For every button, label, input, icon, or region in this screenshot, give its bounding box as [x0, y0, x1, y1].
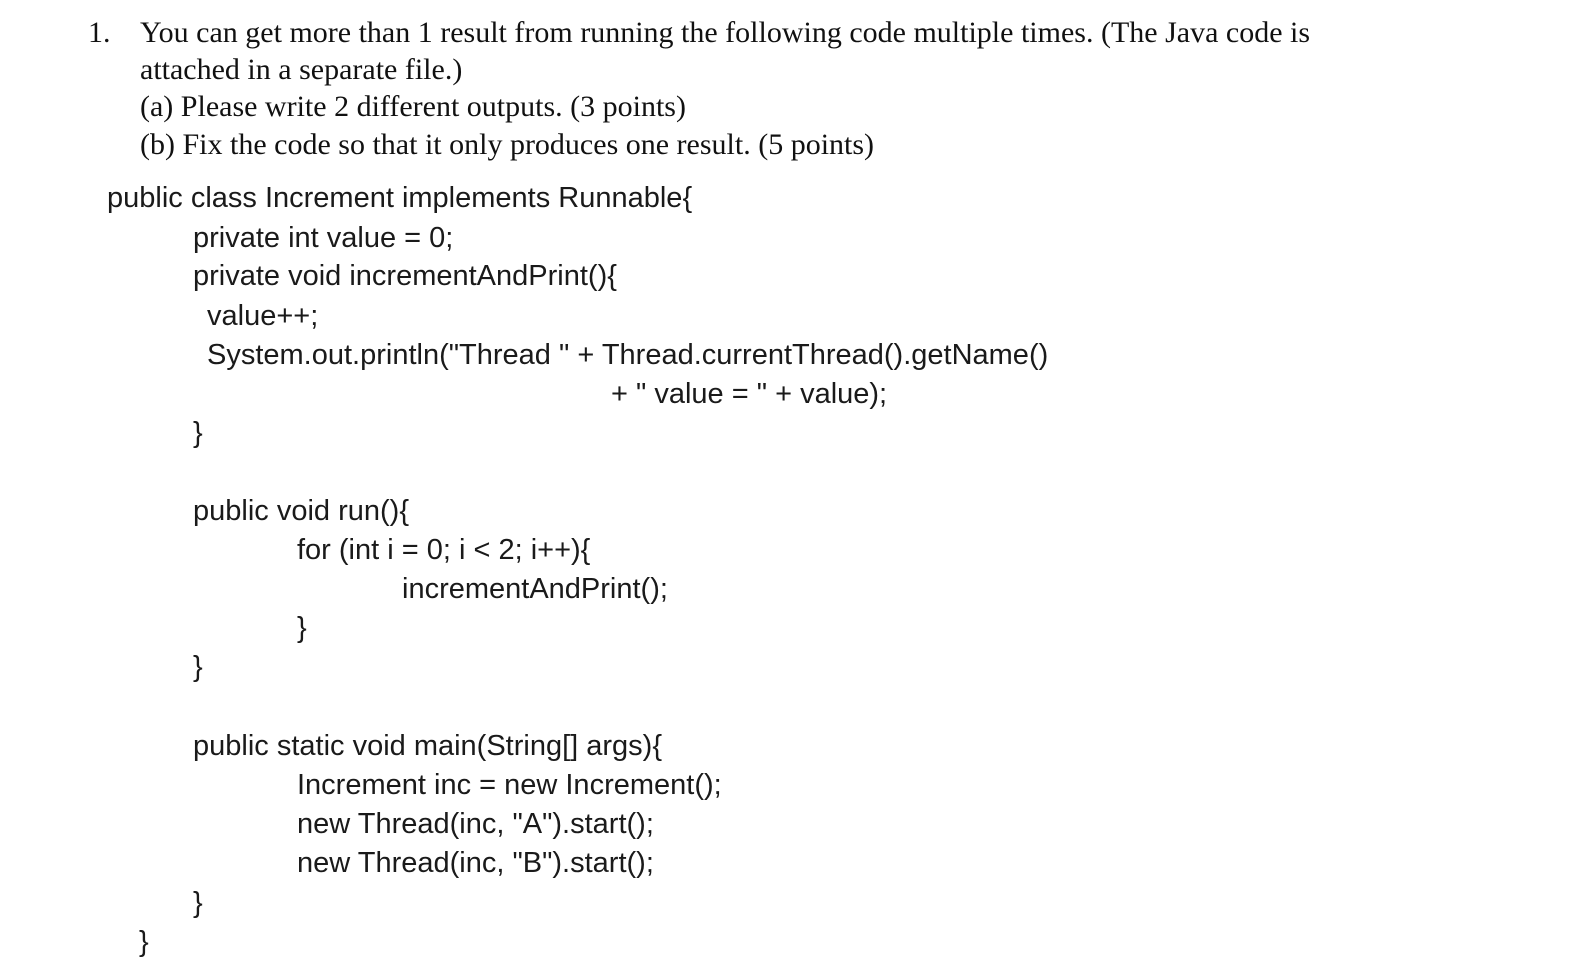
code-thread-b-start: new Thread(inc, "B").start();: [297, 847, 654, 879]
code-method-declaration: private void incrementAndPrint(){: [193, 260, 617, 292]
code-main-close-brace: }: [193, 887, 203, 919]
code-method-close-brace: }: [193, 417, 203, 449]
code-method-call: incrementAndPrint();: [402, 573, 668, 605]
question-number: 1.: [88, 16, 111, 49]
code-increment-statement: value++;: [207, 300, 319, 332]
code-main-declaration: public static void main(String[] args){: [193, 730, 663, 762]
question-text-line-2: attached in a separate file.): [140, 53, 463, 86]
code-increment-instance: Increment inc = new Increment();: [297, 769, 722, 801]
code-run-declaration: public void run(){: [193, 495, 409, 527]
question-part-a: (a) Please write 2 different outputs. (3 points): [140, 90, 686, 123]
code-field-declaration: private int value = 0;: [193, 222, 454, 254]
code-println-start: System.out.println("Thread " + Thread.currentThread().getName(): [207, 339, 1049, 371]
code-for-loop: for (int i = 0; i < 2; i++){: [297, 534, 591, 566]
code-class-close-brace: }: [139, 926, 149, 958]
code-run-close-brace: }: [193, 651, 203, 683]
question-text-line-1: You can get more than 1 result from running the following code multiple times. (The Java code is: [140, 16, 1311, 49]
code-thread-a-start: new Thread(inc, "A").start();: [297, 808, 654, 840]
code-println-continuation: + " value = " + value);: [611, 378, 888, 410]
code-class-declaration: public class Increment implements Runnable{: [107, 182, 693, 214]
code-for-close-brace: }: [297, 612, 307, 644]
question-part-b: (b) Fix the code so that it only produces one result. (5 points): [140, 128, 875, 161]
